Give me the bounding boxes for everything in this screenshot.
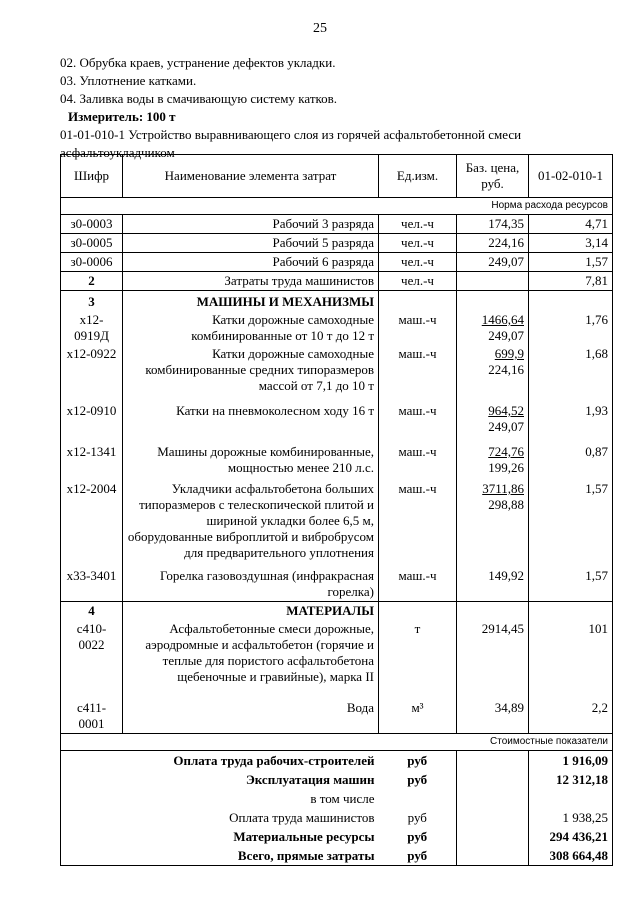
norm-note-row — [61, 198, 613, 215]
row-norm: 1,76 — [529, 311, 613, 345]
row-unit: чел.-ч — [379, 253, 457, 272]
price-value: 1466,64 — [481, 312, 524, 327]
row-code: з0-0003 — [61, 215, 123, 234]
row-name: Асфальтобетонные смеси дорожные, аэродромные и асфальтобетон (горячие и теплые для пористого асфальтобетона щебеночные и гравийные), марка II — [123, 620, 379, 699]
table-row — [61, 215, 613, 234]
row-norm: 1,93 — [529, 402, 613, 443]
row-price — [457, 443, 529, 480]
operation-item: 02. Обрубка краев, устранение дефектов укладки. — [60, 55, 336, 70]
header-name: Наименование элемента затрат — [123, 155, 379, 198]
row-unit: маш.-ч — [379, 567, 457, 602]
summary-label: Оплата труда машинистов — [61, 808, 379, 827]
summary-row — [61, 846, 613, 866]
intro-block — [60, 54, 620, 162]
summary-row — [61, 808, 613, 827]
summary-label: Эксплуатация машин — [61, 770, 379, 789]
resource-table — [60, 154, 613, 866]
section-row — [61, 602, 613, 621]
header-code: Шифр — [61, 155, 123, 198]
summary-label: Оплата труда рабочих-строителей — [61, 751, 379, 771]
row-unit: маш.-ч — [379, 443, 457, 480]
machinist-wage: 249,07 — [488, 419, 524, 434]
summary-row — [61, 751, 613, 771]
row-price — [457, 345, 529, 402]
row-name: Машины дорожные комбинированные, мощностью менее 210 л.с. — [123, 443, 379, 480]
header-price: Баз. цена, руб. — [457, 155, 529, 198]
row-norm: 1,57 — [529, 480, 613, 567]
row-code: с411-0001 — [61, 699, 123, 734]
row-price — [457, 480, 529, 567]
row-unit: маш.-ч — [379, 345, 457, 402]
table-header-row — [61, 155, 613, 198]
norm-title-line2: асфальтоукладчиком — [60, 145, 175, 160]
row-unit: чел.-ч — [379, 234, 457, 253]
row-name: Катки дорожные самоходные комбинированные от 10 т до 12 т — [123, 311, 379, 345]
row-code: с410-0022 — [61, 620, 123, 699]
row-code: х12-0919Д — [61, 311, 123, 345]
row-price: 249,07 — [457, 253, 529, 272]
machinist-wage: 298,88 — [488, 497, 524, 512]
section-code: 4 — [61, 602, 123, 621]
row-code: х12-0910 — [61, 402, 123, 443]
row-name: Катки дорожные самоходные комбинированные средних типоразмеров массой от 7,1 до 10 т — [123, 345, 379, 402]
row-code: х12-2004 — [61, 480, 123, 567]
cost-note-row — [61, 734, 613, 751]
summary-unit: руб — [379, 770, 457, 789]
row-name: Затраты труда машинистов — [123, 272, 379, 291]
price-value: 699,9 — [494, 346, 524, 361]
header-norm: 01-02-010-1 — [529, 155, 613, 198]
row-norm: 101 — [529, 620, 613, 699]
cost-note: Стоимостные показатели — [61, 734, 613, 751]
row-name: Рабочий 5 разряда — [123, 234, 379, 253]
table-row — [61, 443, 613, 480]
row-code: 2 — [61, 272, 123, 291]
table-row — [61, 402, 613, 443]
machinist-wage: 224,16 — [488, 362, 524, 377]
summary-value: 294 436,21 — [529, 827, 613, 846]
row-unit: маш.-ч — [379, 480, 457, 567]
operation-item: 04. Заливка воды в смачивающую систему катков. — [60, 91, 338, 106]
summary-value: 1 938,25 — [529, 808, 613, 827]
summary-value: 12 312,18 — [529, 770, 613, 789]
row-price — [457, 272, 529, 291]
summary-row — [61, 770, 613, 789]
summary-row — [61, 827, 613, 846]
row-price: 2914,45 — [457, 620, 529, 699]
row-name: Рабочий 6 разряда — [123, 253, 379, 272]
row-norm: 0,87 — [529, 443, 613, 480]
row-norm: 1,68 — [529, 345, 613, 402]
row-norm: 4,71 — [529, 215, 613, 234]
row-unit: т — [379, 620, 457, 699]
row-code: з0-0005 — [61, 234, 123, 253]
row-price: 224,16 — [457, 234, 529, 253]
section-title: МАШИНЫ И МЕХАНИЗМЫ — [123, 291, 379, 312]
row-price: 174,35 — [457, 215, 529, 234]
row-code: х33-3401 — [61, 567, 123, 602]
row-code: х12-1341 — [61, 443, 123, 480]
meter-label: Измеритель: 100 т — [68, 109, 176, 124]
row-unit: маш.-ч — [379, 311, 457, 345]
summary-row — [61, 789, 613, 808]
row-price — [457, 311, 529, 345]
row-norm: 1,57 — [529, 253, 613, 272]
machinist-wage: 249,07 — [488, 328, 524, 343]
row-code: х12-0922 — [61, 345, 123, 402]
price-value: 964,52 — [488, 403, 524, 418]
summary-unit — [379, 789, 457, 808]
table-row — [61, 311, 613, 345]
price-value: 724,76 — [488, 444, 524, 459]
summary-value: 1 916,09 — [529, 751, 613, 771]
table-row — [61, 620, 613, 699]
row-norm: 3,14 — [529, 234, 613, 253]
row-name: Горелка газовоздушная (инфракрасная горелка) — [123, 567, 379, 602]
row-unit: м³ — [379, 699, 457, 734]
table-row — [61, 345, 613, 402]
row-price: 34,89 — [457, 699, 529, 734]
header-unit: Ед.изм. — [379, 155, 457, 198]
norm-title-line1: 01-01-010-1 Устройство выравнивающего слоя из горячей асфальтобетонной смеси — [60, 127, 522, 142]
operation-item: 03. Уплотнение катками. — [60, 73, 197, 88]
machinist-wage: 199,26 — [488, 460, 524, 475]
table-row — [61, 567, 613, 602]
summary-unit: руб — [379, 751, 457, 771]
price-value: 3711,86 — [482, 481, 524, 496]
row-code: з0-0006 — [61, 253, 123, 272]
row-norm: 1,57 — [529, 567, 613, 602]
row-name: Укладчики асфальтобетона больших типоразмеров с телескопической плитой и шириной укладки более 6,5 м, оборудованные виброплитой и вибробрусом для предварительного уплотнения — [123, 480, 379, 567]
summary-value — [529, 789, 613, 808]
section-title: МАТЕРИАЛЫ — [123, 602, 379, 621]
row-norm: 2,2 — [529, 699, 613, 734]
summary-label: Материальные ресурсы — [61, 827, 379, 846]
norm-note: Норма расхода ресурсов — [61, 198, 613, 215]
table-row — [61, 234, 613, 253]
summary-value: 308 664,48 — [529, 846, 613, 866]
row-unit: чел.-ч — [379, 272, 457, 291]
row-name: Вода — [123, 699, 379, 734]
row-price — [457, 402, 529, 443]
row-unit: чел.-ч — [379, 215, 457, 234]
table-row — [61, 699, 613, 734]
table-row — [61, 272, 613, 291]
summary-unit: руб — [379, 808, 457, 827]
summary-label: в том числе — [61, 789, 379, 808]
table-row — [61, 480, 613, 567]
summary-unit: руб — [379, 827, 457, 846]
section-code: 3 — [61, 291, 123, 312]
summary-label: Всего, прямые затраты — [61, 846, 379, 866]
row-price: 149,92 — [457, 567, 529, 602]
summary-unit: руб — [379, 846, 457, 866]
table-row — [61, 253, 613, 272]
row-name: Катки на пневмоколесном ходу 16 т — [123, 402, 379, 443]
section-row — [61, 291, 613, 312]
row-unit: маш.-ч — [379, 402, 457, 443]
page-number: 25 — [313, 21, 327, 36]
row-name: Рабочий 3 разряда — [123, 215, 379, 234]
row-norm: 7,81 — [529, 272, 613, 291]
